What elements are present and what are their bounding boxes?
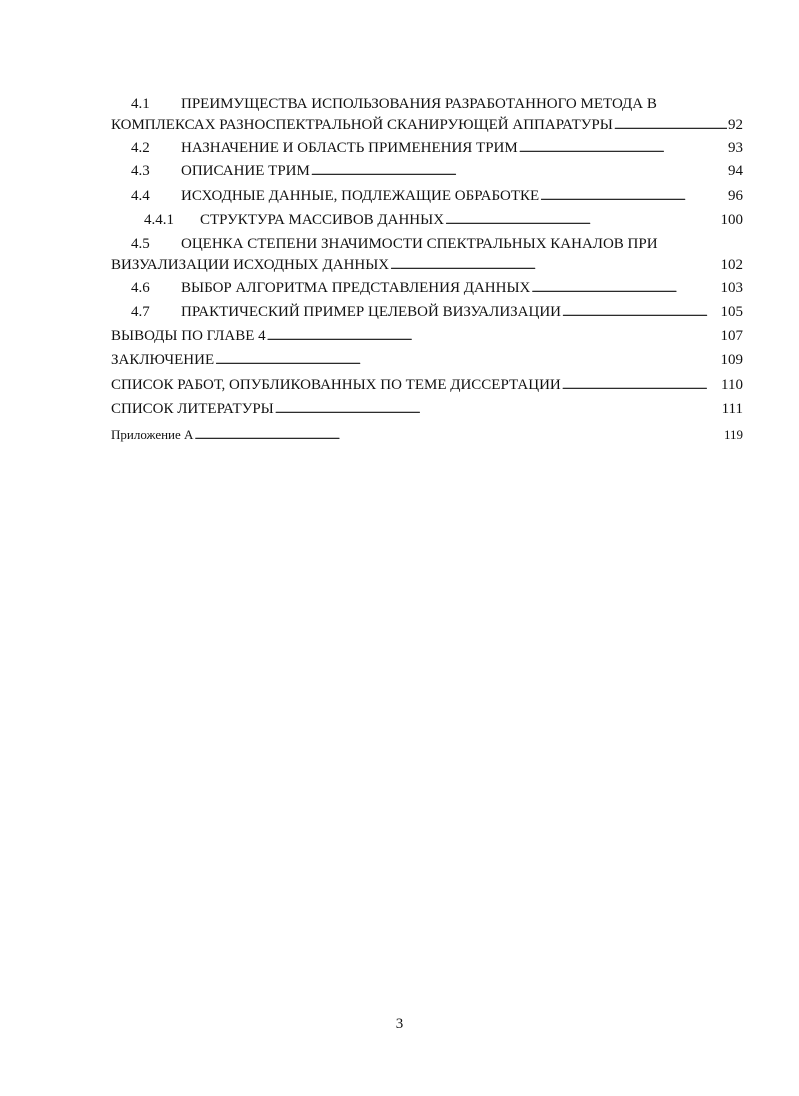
toc-page: 92	[728, 117, 743, 133]
toc-page: 93	[728, 140, 743, 156]
page-number: 3	[395, 1016, 404, 1032]
toc-entry-4-3[interactable]	[111, 161, 743, 182]
toc-entry-4-2[interactable]	[111, 138, 743, 159]
toc-leader-dots	[519, 138, 727, 159]
toc-title-continuation: КОМПЛЕКСАХ РАЗНОСПЕКТРАЛЬНОЙ СКАНИРУЮЩЕЙ АППАРАТУРЫ	[111, 117, 613, 133]
toc-leader-dots	[562, 302, 720, 323]
toc-leader-dots	[311, 161, 727, 182]
toc-title: СТРУКТУРА МАССИВОВ ДАННЫХ	[200, 212, 445, 228]
toc-leader-dots	[194, 424, 723, 446]
toc-entry-4-6[interactable]	[111, 278, 743, 299]
toc-number: 4.1	[131, 96, 150, 112]
toc-page: 107	[720, 328, 743, 344]
toc-number: 4.3	[131, 163, 150, 179]
toc-entry-appendix-a[interactable]	[111, 424, 743, 446]
toc-leader-dots	[215, 350, 719, 371]
toc-leader-dots	[562, 375, 720, 396]
toc-title: СПИСОК РАБОТ, ОПУБЛИКОВАННЫХ ПО ТЕМЕ ДИССЕРТАЦИИ	[111, 377, 561, 393]
toc-number: 4.5	[131, 236, 150, 252]
toc-page: 103	[720, 280, 743, 296]
toc-title: ВЫВОДЫ ПО ГЛАВЕ 4	[111, 328, 266, 344]
toc-leader-dots	[275, 399, 721, 420]
toc-page: 105	[720, 304, 743, 320]
toc-title: ПРЕИМУЩЕСТВА ИСПОЛЬЗОВАНИЯ РАЗРАБОТАННОГО МЕТОДА В	[181, 96, 657, 112]
toc-entry-references[interactable]	[111, 399, 743, 420]
toc-title-continuation: ВИЗУАЛИЗАЦИИ ИСХОДНЫХ ДАННЫХ	[111, 257, 390, 273]
toc-entry-conclusion[interactable]	[111, 350, 743, 371]
toc-leader-dots	[614, 115, 727, 136]
toc-number: 4.7	[131, 304, 150, 320]
toc-title: ИСХОДНЫЕ ДАННЫЕ, ПОДЛЕЖАЩИЕ ОБРАБОТКЕ	[181, 188, 540, 204]
toc-page: 100	[720, 212, 743, 228]
toc-title: ОПИСАНИЕ ТРИМ	[181, 163, 310, 179]
toc-page: 111	[721, 401, 743, 417]
toc-title: ОЦЕНКА СТЕПЕНИ ЗНАЧИМОСТИ СПЕКТРАЛЬНЫХ КАНАЛОВ ПРИ	[181, 236, 658, 252]
toc-leader-dots	[267, 326, 720, 347]
toc-number: 4.2	[131, 140, 150, 156]
toc-title: Приложение А	[111, 427, 194, 442]
toc-entry-4-7[interactable]	[111, 302, 743, 323]
toc-leader-dots	[445, 210, 719, 231]
toc-page: 96	[728, 188, 743, 204]
toc-number: 4.4.1	[144, 212, 174, 228]
toc-entry-4-4[interactable]	[111, 186, 743, 207]
toc-number: 4.6	[131, 280, 150, 296]
toc-number: 4.4	[131, 188, 150, 204]
toc-page: 119	[723, 427, 743, 442]
toc-title: НАЗНАЧЕНИЕ И ОБЛАСТЬ ПРИМЕНЕНИЯ ТРИМ	[181, 140, 518, 156]
toc-entry-conclusions-chapter-4[interactable]	[111, 326, 743, 347]
toc-title: СПИСОК ЛИТЕРАТУРЫ	[111, 401, 274, 417]
toc-page: 109	[720, 352, 743, 368]
toc-leader-dots	[540, 186, 727, 207]
toc-entry-publications[interactable]	[111, 375, 743, 396]
toc-entry-4-4-1[interactable]	[111, 210, 743, 231]
toc-title: ВЫБОР АЛГОРИТМА ПРЕДСТАВЛЕНИЯ ДАННЫХ	[181, 280, 531, 296]
toc-page: 102	[720, 257, 743, 273]
toc-entry-4-1[interactable]	[111, 94, 743, 136]
toc-page: 94	[728, 163, 743, 179]
toc-title: ЗАКЛЮЧЕНИЕ	[111, 352, 215, 368]
toc-page: 110	[721, 377, 743, 393]
toc-leader-dots	[390, 255, 719, 276]
toc-leader-dots	[531, 278, 719, 299]
toc-title: ПРАКТИЧЕСКИЙ ПРИМЕР ЦЕЛЕВОЙ ВИЗУАЛИЗАЦИИ	[181, 304, 561, 320]
toc-entry-4-5[interactable]	[111, 234, 743, 276]
